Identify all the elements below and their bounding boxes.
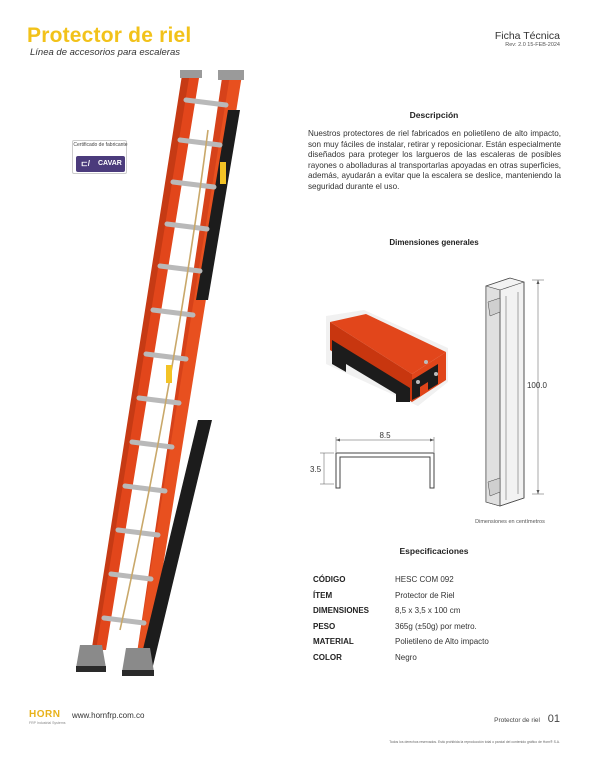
spec-row (313, 606, 563, 622)
spec-value: Protector de Riel (395, 590, 455, 600)
spec-key: COLOR (313, 652, 342, 662)
description-text: Nuestros protectores de riel fabricados en polietileno de alto impacto, son muy fáciles de instalar, retirar y reposicionar. Están especialmente diseñados para proteger los largueros de las escaleras de posibles rayones o abolladuras al transportarlas apoyadas en otras superficies, además, ayudarán a evitar que la escalera se deslice, manteniendo la seguridad durante el uso. (308, 129, 561, 191)
spec-row (313, 622, 563, 638)
spec-row (313, 653, 563, 669)
spec-key: ÍTEM (313, 590, 333, 600)
cross-section-drawing (310, 432, 450, 492)
spec-value: HESC COM 092 (395, 575, 454, 584)
spec-row (313, 637, 563, 653)
specifications-heading: Especificaciones (399, 546, 469, 556)
cavar-brand: CAVAR (98, 160, 122, 167)
spec-row (313, 591, 563, 607)
spec-key: PESO (313, 621, 336, 631)
website-link[interactable]: www.hornfrp.com.co (72, 711, 145, 720)
length-drawing (470, 272, 560, 512)
spec-key: DIMENSIONES (313, 606, 370, 615)
ladder-product-image (40, 70, 260, 680)
cavar-mark-icon: ⊏/ (81, 159, 90, 168)
revision-label: Rev: 2.0 15-FEB-2024 (505, 42, 560, 48)
spec-value: Negro (395, 652, 417, 662)
description-heading: Descripción (409, 110, 459, 120)
horn-tagline: FRP Industrial Systems (29, 721, 66, 725)
copyright-notice: Todos los derechos reservados. Está prohibida la reproducción total o parcial del contenido gráfico de Horn® S.A. (389, 740, 560, 744)
footer-product-name: Protector de riel (494, 717, 540, 724)
dimensions-unit-note: Dimensiones en centímetros (475, 519, 545, 525)
page-title: Protector de riel (27, 24, 192, 47)
spec-key: CÓDIGO (313, 575, 346, 584)
spec-value: 365g (±50g) por metro. (395, 621, 477, 631)
spec-key: MATERIAL (313, 637, 354, 646)
dimensions-heading: Dimensiones generales (389, 238, 479, 247)
page-number: 01 (547, 713, 560, 725)
height-dimension-label: 3.5 (310, 465, 322, 474)
specifications-table (313, 575, 563, 668)
document-type: Ficha Técnica (494, 30, 560, 42)
spec-row (313, 575, 563, 591)
length-dimension-label: 100.0 (526, 381, 548, 390)
width-dimension-label: 8.5 (379, 432, 391, 440)
spec-value: Polietileno de Alto impacto (395, 637, 489, 646)
horn-logo: HORN (29, 709, 61, 720)
page-subtitle: Línea de accesorios para escaleras (30, 47, 180, 58)
protector-photo (326, 310, 448, 406)
certificate-label: Certificado de fabricante (73, 142, 128, 148)
spec-value: 8,5 x 3,5 x 100 cm (395, 606, 461, 615)
